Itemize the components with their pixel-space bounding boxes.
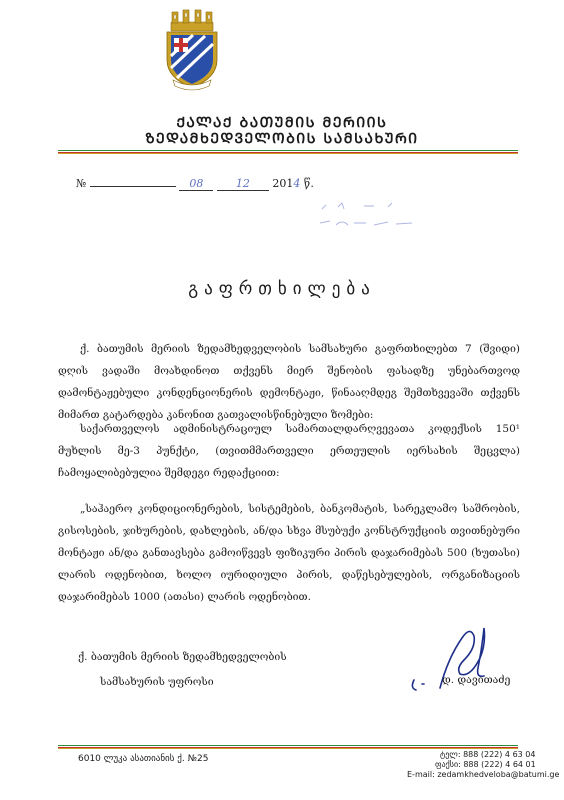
fax-label: ფაქსი: <box>435 760 461 769</box>
email-address: zedamkhedveloba@batumi.ge <box>437 770 560 779</box>
city-coat-of-arms-emblem <box>157 8 227 92</box>
header-city-hall: ᲥᲐᲚᲐᲥ ᲑᲐᲗᲣᲛᲘᲡ ᲛᲔᲠᲘᲘᲡ <box>176 115 388 131</box>
reference-year-mark: წ. <box>303 177 314 190</box>
body-paragraph-legal-quote: „საჰაერო კონდიციონერების, სისტემების, ბანკომატის, სარეკლამო საშრობის, გისოსების, ჯიხურების, დახლების, ან/და სხვა მსუბუქი კონსტრუქციის თვითნებური მონტაჟი ან/და განთავსება გამოიწვევს ფიზიკური პირის დაჯარიმებას 500 (ხუთასი) ლარის ოდენობით, ხოლო იურიდიული პირის, დაწესებულების, ორგანიზაციის დაჯარიმებას 1000 (ათასი) ლარის ოდენობით. <box>58 503 520 603</box>
body-paragraph-legal-reference: საქართველოს ადმინისტრაციულ სამართალდარღვევათა კოდექსის 150¹ მუხლის მე-3 პუნქტი, (თვითმმართველი ერთეულის იერსახის შეცვლა) ჩამოყალიბებულია შემდეგი რედაქციით: <box>58 423 520 479</box>
reference-year-suffix: 4 <box>293 177 301 190</box>
document-title: გაფრთხილება <box>188 279 376 299</box>
email-label: E-mail: <box>407 770 435 779</box>
header-tricolor-rule <box>58 150 518 154</box>
signer-name: დ. დავითაძე <box>442 674 511 686</box>
fax-number: 888 (222) 4 64 01 <box>463 760 536 769</box>
number-sign: № <box>76 177 87 190</box>
signatory-position-line1: ქ. ბათუმის მერიის ზედამხედველობის <box>78 651 287 663</box>
phone-number: 888 (222) 4 63 04 <box>463 750 536 759</box>
reference-number-field <box>90 186 176 187</box>
body-paragraph-warning: ქ. ბათუმის მერიის ზედამხედველობის სამსახური გაფრთხილებთ 7 (შვიდი) დღის ვადაში მოახდინოთ თქვენს მიერ შენობის ფასადზე უნებართვოდ დამონტაჟებული კონდენციონერის დემონტაჟი, წინააღმდეგ შემთხვევაში თქვენს მიმართ გატარდება კანონით გათვალისწინებული ზომები: <box>58 343 520 421</box>
reference-year-prefix: 201 <box>272 177 294 190</box>
faint-registration-stamp <box>318 195 428 235</box>
footer-address: 6010 ლუკა ასათიანის ქ. №25 <box>78 754 209 764</box>
handwritten-signature <box>400 618 510 698</box>
reference-day-field: 08 <box>179 177 213 191</box>
reference-number-row <box>76 177 314 191</box>
footer-contacts <box>407 750 559 780</box>
signatory-position-line2: სამსახურის უფროსი <box>100 676 214 688</box>
phone-label: ტელ: <box>440 750 461 759</box>
footer-tricolor-rule <box>58 745 518 749</box>
header-supervision-service: ᲖᲔᲓᲐᲛᲮᲔᲓᲕᲔᲚᲝᲑᲘᲡ ᲡᲐᲛᲡᲐᲮᲣᲠᲘ <box>145 131 419 147</box>
reference-month-field: 12 <box>217 177 269 191</box>
